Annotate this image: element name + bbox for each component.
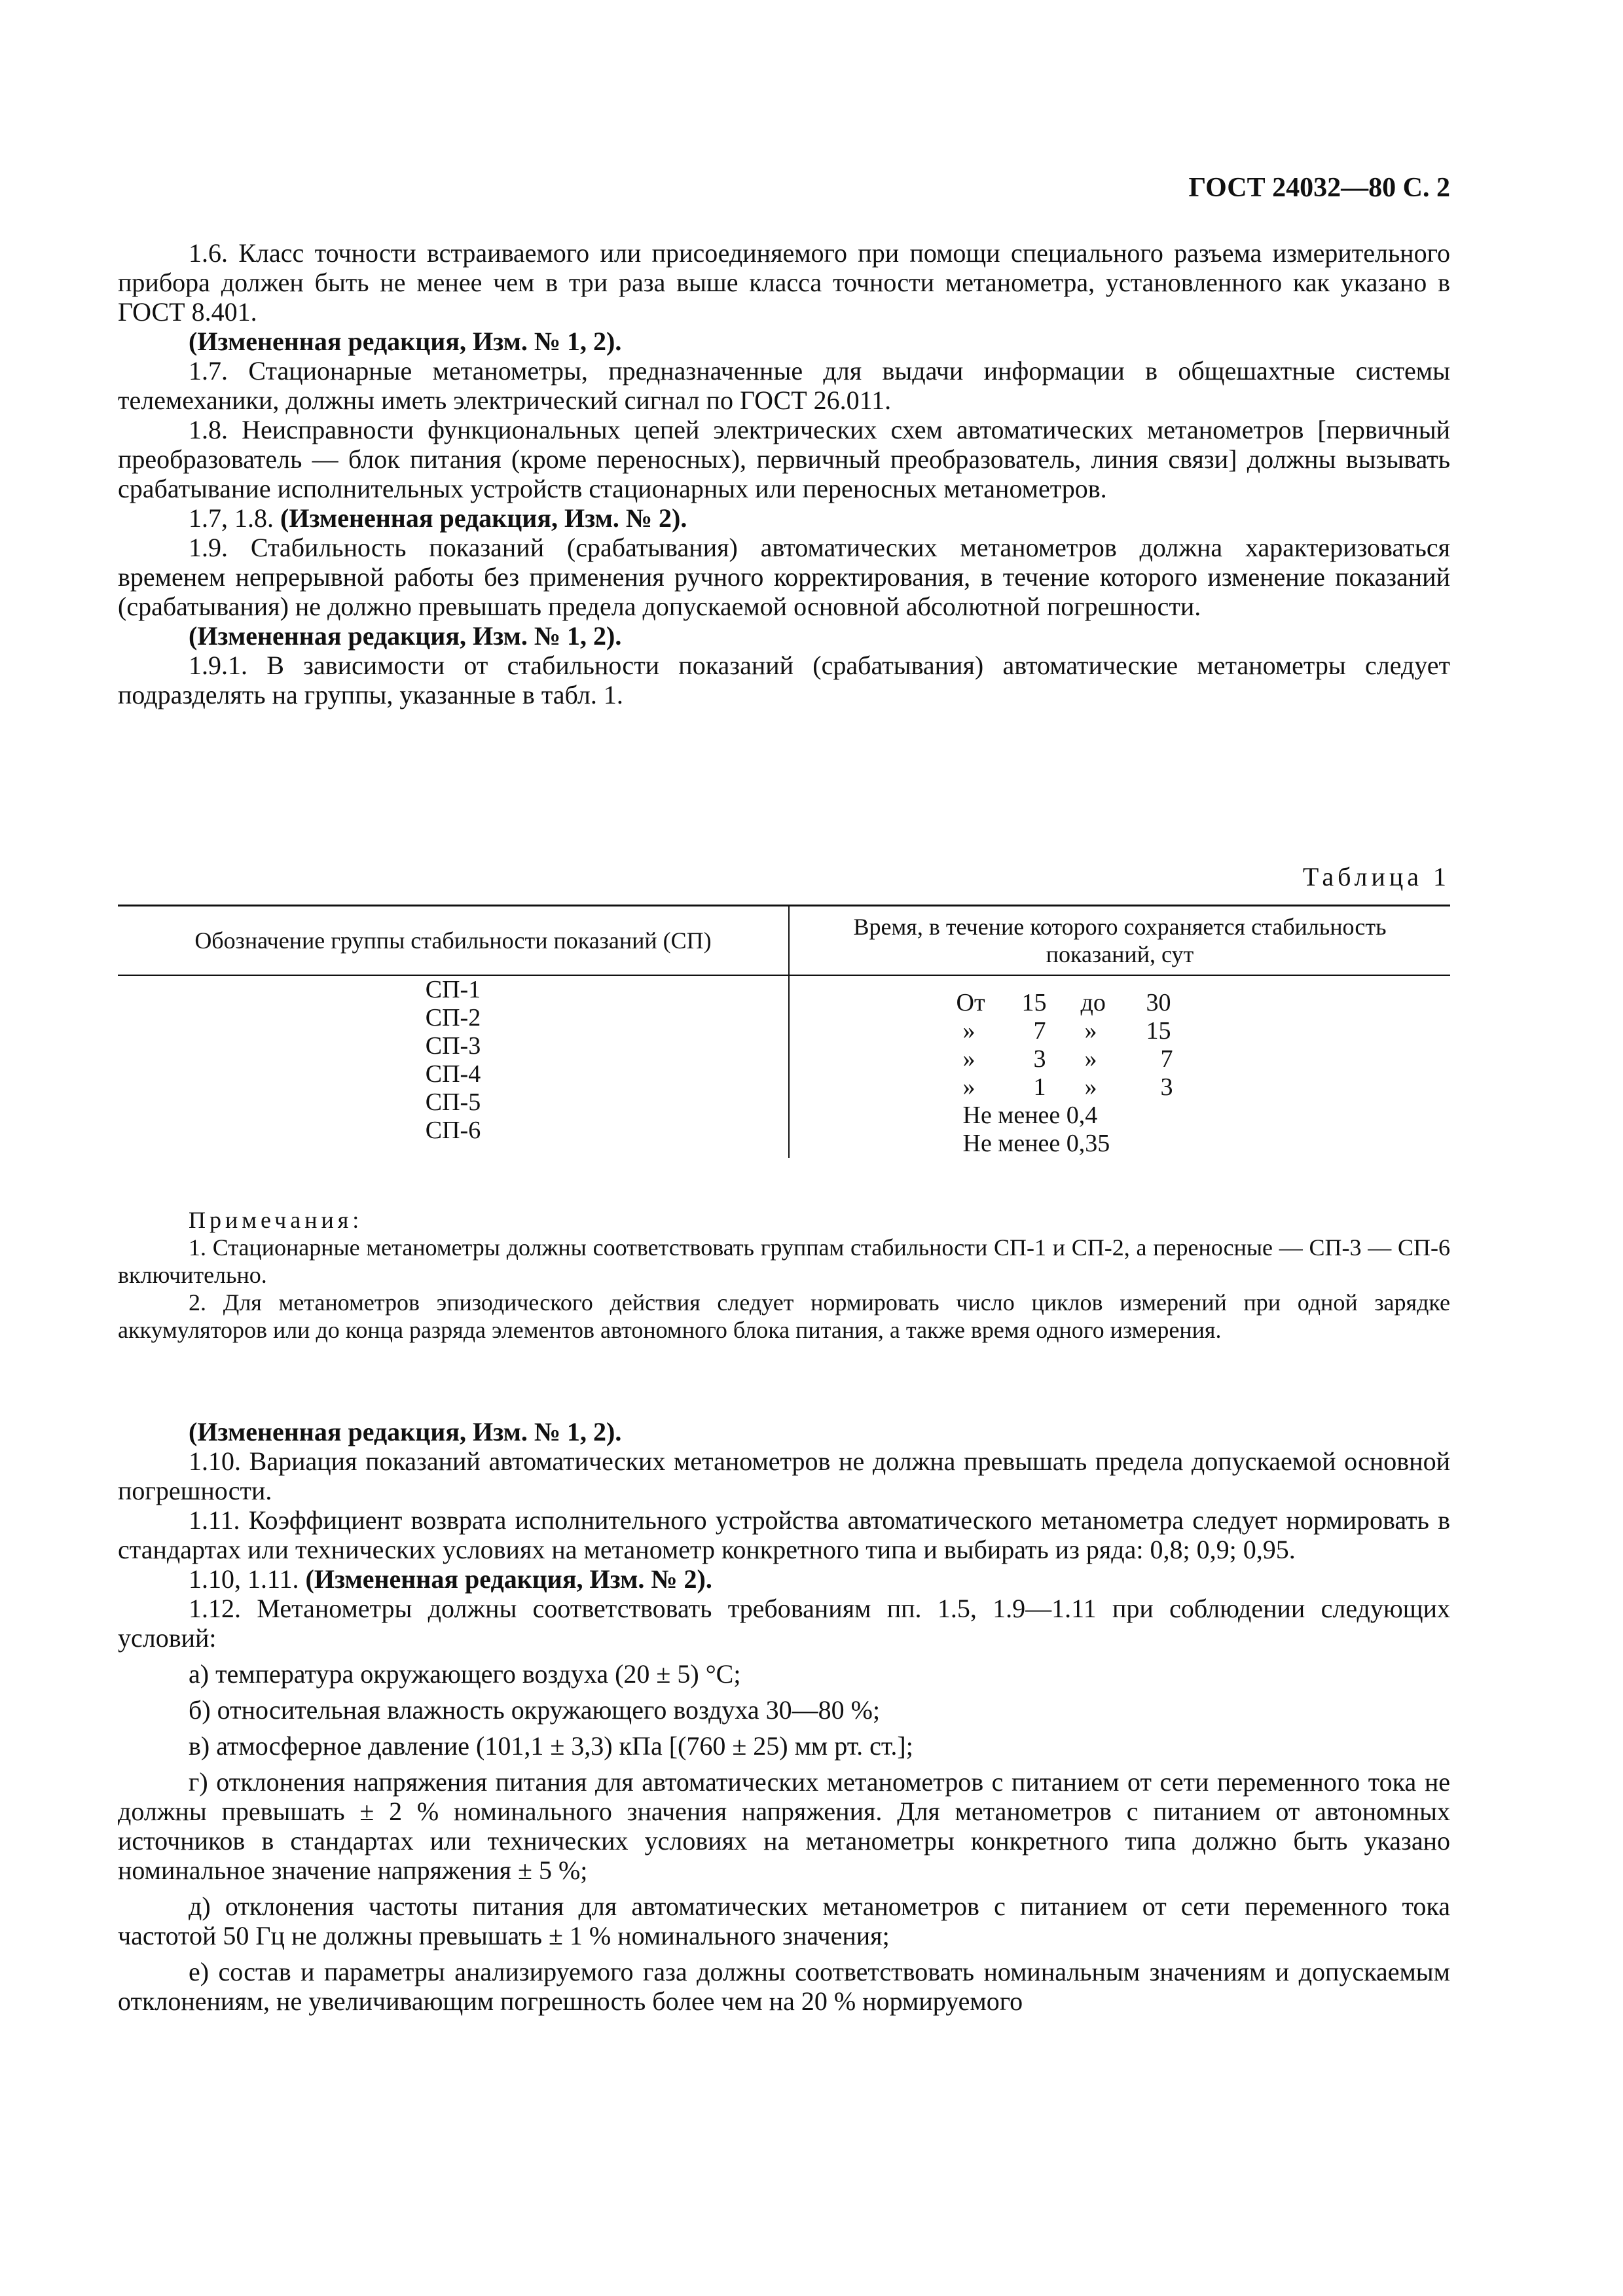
time-row [1161,1073,1173,1102]
time-to: 15 [1146,1017,1171,1045]
paragraph-1-7: 1.7. Стационарные метанометры, предназначенные для выдачи информации в общешахтные системы телемеханики, должны иметь электрический сигнал по ГОСТ 26.011. [118,356,1450,415]
table-header-group: Обозначение группы стабильности показаний (СП) [118,906,789,976]
time-to: 3 [1160,1073,1173,1101]
time-row [963,1102,1098,1130]
time-row [1022,989,1047,1017]
time-min: Не менее 0,35 [962,1130,1110,1157]
time-sep: до [1080,989,1106,1016]
time-row [1146,989,1171,1017]
time-row [957,989,985,1017]
table-section [118,862,1450,1158]
amendment-note: (Измененная редакция, Изм. № 1, 2). [189,621,622,651]
time-row [1034,1045,1046,1073]
time-row [1081,989,1106,1017]
paragraph-1-6: 1.6. Класс точности встраиваемого или присоединяемого при помощи специального разъема измерительного прибора должен быть не менее чем в три раза выше класса точности метанометра, установленного как указано в ГОСТ 8.401. [118,238,1450,327]
time-row [1161,1045,1173,1073]
amendment-note: (Измененная редакция, Изм. № 1, 2). [189,327,622,356]
amendment-note [118,1564,1450,1594]
time-row [1034,1073,1046,1102]
time-row [1146,1017,1171,1045]
time-row [1085,1073,1097,1102]
notes-section [118,1206,1450,1344]
condition-item: б) относительная влажность окружающего воздуха 30—80 %; [189,1695,881,1725]
table-cell-group: СП-4 [425,1060,481,1088]
paragraph-1-11: 1.11. Коэффициент возврата исполнительного устройства автоматического метанометра следует нормировать в стандартах или технических условиях на метанометр конкретного типа и выбирать из ряда: 0,8; 0,9; 0,95. [118,1505,1450,1564]
amendment-note: (Измененная редакция, Изм. № 1, 2). [189,1417,622,1446]
bottom-section [118,1417,1450,2016]
amendment-ref: 1.10, 1.11. [189,1564,299,1594]
time-row [1085,1017,1097,1045]
time-row [963,1045,976,1073]
time-sep: » [1084,1017,1097,1045]
group-column [118,975,789,1158]
paragraph-1-10: 1.10. Вариация показаний автоматических метанометров не должна превышать предела допускаемой основной погрешности. [118,1446,1450,1505]
stability-table [118,905,1450,1158]
time-prefix: » [962,1073,976,1101]
time-sep: » [1084,1073,1097,1101]
condition-item: в) атмосферное давление (101,1 ± 3,3) кПа [(760 ± 25) мм рт. ст.]; [189,1731,913,1761]
table-cell-group: СП-2 [425,1004,481,1031]
condition-item: д) отклонения частоты питания для автоматических метанометров с питанием от сети переменного тока частотой 50 Гц не должны превышать ± 1 % номинального значения; [118,1892,1450,1950]
time-sep: » [1084,1045,1097,1073]
note-item: 1. Стационарные метанометры должны соответствовать группам стабильности СП-1 и СП-2, а переносные — СП-3 — СП-6 включительно. [118,1234,1450,1288]
top-section [118,238,1450,709]
time-to: 30 [1146,989,1171,1016]
amendment-note [118,503,1450,533]
time-from: 3 [1033,1045,1046,1073]
paragraph-1-9-1: 1.9.1. В зависимости от стабильности показаний (срабатывания) автоматические метанометры следует подразделять на группы, указанные в табл. 1. [118,651,1450,709]
note-item: 2. Для метанометров эпизодического действия следует нормировать число циклов измерений при одной зарядке аккумуляторов или до конца разряда элементов автономного блока питания, а также время одного измерения. [118,1289,1450,1343]
time-from: 1 [1033,1073,1046,1101]
table-cell-group: СП-3 [425,1032,481,1060]
notes-title: Примечания: [189,1207,363,1233]
table-header-time: Время, в течение которого сохраняется стабильность показаний, сут [789,906,1450,976]
time-from: 7 [1033,1017,1046,1045]
page-header: ГОСТ 24032—80 С. 2 [1188,173,1450,203]
time-row [1085,1045,1097,1073]
time-values [950,989,1290,1158]
condition-item: а) температура окружающего воздуха (20 ± 5) °С; [189,1659,741,1689]
time-min: Не менее 0,4 [962,1102,1098,1129]
time-from: 15 [1021,989,1047,1016]
time-row [963,1073,976,1102]
time-column [789,975,1450,1158]
table-cell-group: СП-1 [425,976,481,1003]
condition-item: г) отклонения напряжения питания для автоматических метанометров с питанием от сети переменного тока не должны превышать ± 2 % номинального значения напряжения. Для метанометров с питанием от автономных источников в стандартах или технических условиях на метанометры конкретного типа должно быть указано номинальное значение напряжения ± 5 %; [118,1767,1450,1885]
time-prefix: » [962,1045,976,1073]
paragraph-1-9: 1.9. Стабильность показаний (срабатывания) автоматических метанометров должна характеризоваться временем непрерывной работы без применения ручного корректирования, в течение которого изменение показаний (срабатывания) не должно превышать предела допускаемой основной абсолютной погрешности. [118,533,1450,621]
condition-item: е) состав и параметры анализируемого газа должны соответствовать номинальным значениям и допускаемым отклонениям, не увеличивающим погрешность более чем на 20 % нормируемого [118,1957,1450,2016]
time-row [1034,1017,1046,1045]
time-to: 7 [1160,1045,1173,1073]
time-row [963,1017,976,1045]
paragraph-1-8: 1.8. Неисправности функциональных цепей электрических схем автоматических метанометров [первичный преобразователь — блок питания (кроме переносных), первичный преобразователь, линия связи] должны вызывать срабатывание исполнительных устройств стационарных или переносных метанометров. [118,415,1450,503]
time-prefix: » [962,1017,976,1045]
time-prefix: От [956,989,985,1016]
time-row [963,1130,1110,1158]
amendment-text: (Измененная редакция, Изм. № 2). [280,503,687,533]
table-cell-group: СП-6 [425,1117,481,1144]
paragraph-1-12: 1.12. Метанометры должны соответствовать требованиям пп. 1.5, 1.9—1.11 при соблюдении следующих условий: [118,1594,1450,1653]
amendment-text: (Измененная редакция, Изм. № 2). [305,1564,712,1594]
table-caption: Таблица 1 [1302,862,1450,891]
table-cell-group: СП-5 [425,1088,481,1116]
amendment-ref: 1.7, 1.8. [189,503,274,533]
